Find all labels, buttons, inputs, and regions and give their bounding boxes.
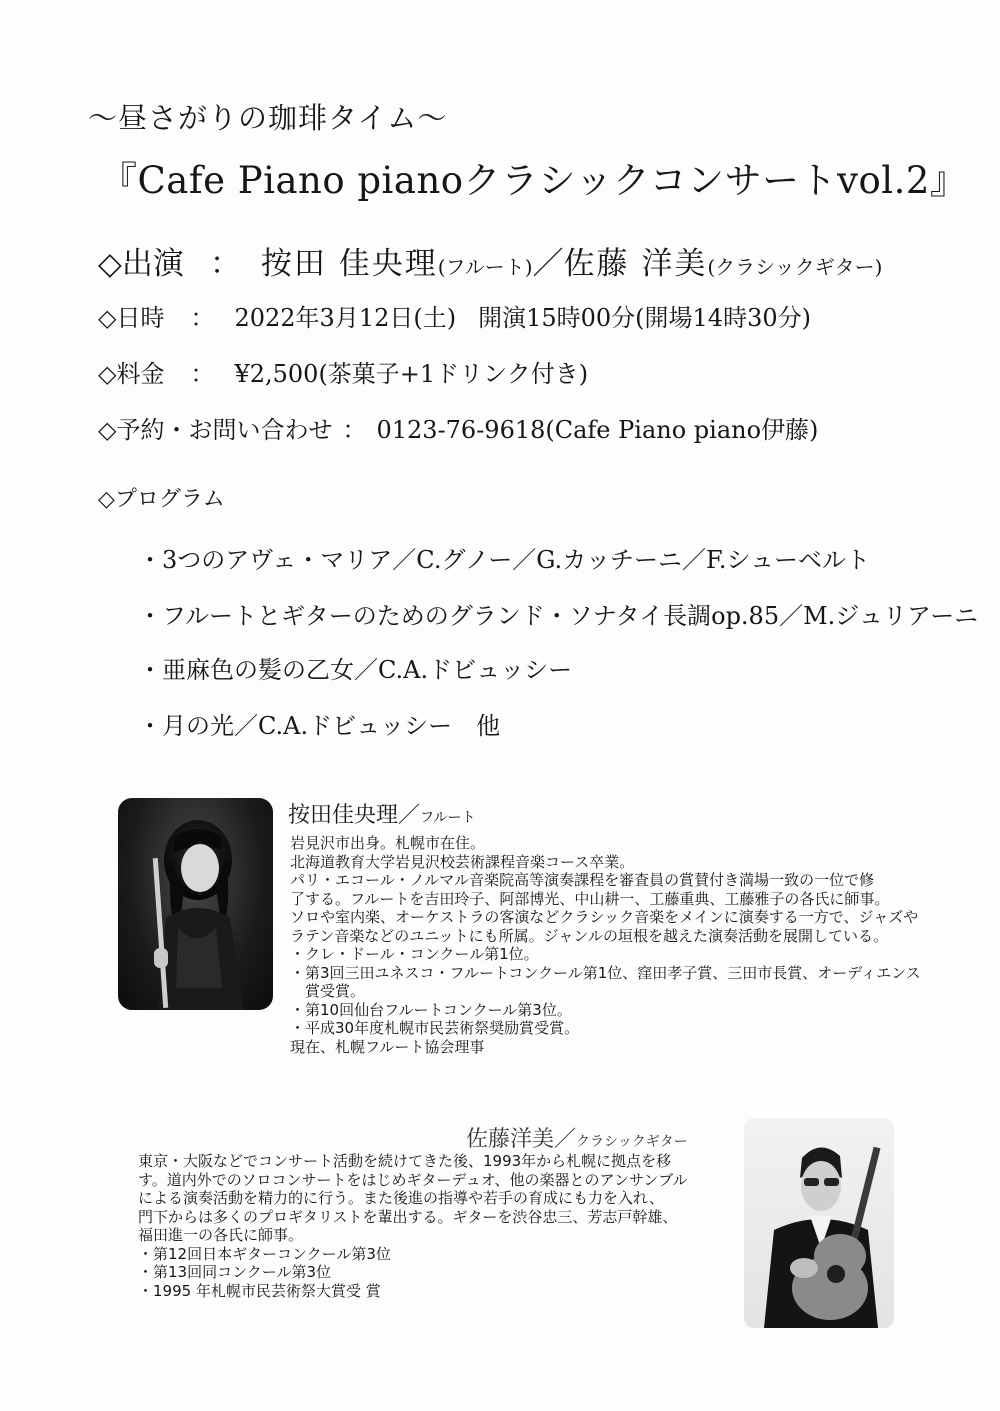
event-time: 開演15時00分(開場14時30分) <box>478 304 811 332</box>
price-colon: ： <box>190 360 215 388</box>
bio-line: ソロや室内楽、オーケストラの客演などクラシック音楽をメインに演奏する一方で、ジャズや <box>290 908 919 926</box>
program-heading: ◇プログラム <box>98 487 225 512</box>
performer-2-role: (クラシックギター) <box>707 255 883 279</box>
price-row <box>98 354 588 389</box>
guitarist-bio-sep: ／ <box>554 1127 577 1152</box>
guitarist-photo <box>744 1118 894 1328</box>
performers-label: ◇出演 <box>98 246 184 282</box>
bio-line: パリ・エコール・ノルマル音楽院高等演奏課程を審査員の賞賛付き満場一致の一位で修 <box>290 871 875 889</box>
guitarist-bio-name: 佐藤洋美 <box>466 1127 555 1152</box>
datetime-row <box>98 298 811 333</box>
bio-line: 了する。フルートを吉田玲子、阿部博光、中山耕一、工藤重典、工藤雅子の各氏に師事。 <box>290 889 890 908</box>
performers-colon: ： <box>209 246 241 282</box>
performer-2-name: 佐藤 洋美 <box>563 246 708 282</box>
bio-line: 北海道教育大学岩見沢校芸術課程音楽コース卒業。 <box>290 852 635 871</box>
bio-line: 東京・大阪などでコンサート活動を続けてきた後、1993年から札幌に拠点を移 <box>138 1152 672 1170</box>
bio-line: す。道内外でのソロコンサートをはじめギターデュオ、他の楽器とのアンサンブル <box>138 1170 688 1189</box>
program-item: ・亜麻色の髪の乙女／C.A.ドビュッシー <box>138 656 573 684</box>
flutist-bio-name: 按田佳央理 <box>288 803 399 828</box>
bio-line: ・第10回仙台フルートコンクール第3位。 <box>290 1000 572 1019</box>
bio-line: 福田進一の各氏に師事。 <box>138 1226 304 1244</box>
contact-row <box>98 410 818 445</box>
guitarist-bio-heading <box>466 1122 688 1153</box>
bio-line: ・第12回日本ギターコンクール第3位 <box>138 1244 391 1263</box>
flutist-bio-text <box>290 834 921 1056</box>
bio-line: ・平成30年度札幌市民芸術祭奨励賞受賞。 <box>290 1019 580 1037</box>
bio-line: ラテン音楽などのユニットにも所属。ジャンルの垣根を越えた演奏活動を展開している。 <box>290 926 888 945</box>
bio-line: ・第3回三田ユネスコ・フルートコンクール第1位、窪田孝子賞、三田市長賞、オーディエンス <box>290 963 921 982</box>
flutist-portrait-illustration <box>118 798 273 1010</box>
bio-line: 岩見沢市出身。札幌市在住。 <box>290 834 486 852</box>
program-item: ・3つのアヴェ・マリア／C.グノー／G.カッチーニ／F.シューベルト <box>138 546 871 574</box>
performer-1-role: (フルート) <box>437 255 533 279</box>
datetime-colon: ： <box>190 304 215 332</box>
price-value: ¥2,500(茶菓子+1ドリンク付き) <box>234 360 589 388</box>
program-item: ・月の光／C.A.ドビュッシー 他 <box>138 712 501 740</box>
datetime-label: ◇日時 <box>98 304 165 332</box>
flutist-bio-sep: ／ <box>398 803 421 828</box>
performers-separator: ／ <box>532 246 564 282</box>
performers-row <box>98 238 882 283</box>
guitarist-portrait-illustration <box>744 1118 894 1328</box>
event-subtitle: 〜昼さがりの珈琲タイム〜 <box>88 101 448 135</box>
flutist-bio-role: フルート <box>420 810 476 826</box>
bio-line: 門下からは多くのプロギタリストを輩出する。ギターを渋谷忠三、芳志戸幹雄、 <box>138 1207 678 1226</box>
bio-line: ・1995 年札幌市民芸術祭大賞受 賞 <box>138 1281 381 1300</box>
contact-colon: ： <box>342 416 367 444</box>
price-label: ◇料金 <box>98 360 165 388</box>
guitarist-bio-role: クラシックギター <box>576 1134 688 1150</box>
bio-line: による演奏活動を精力的に行う。また後進の指導や若手の育成にも力を入れ、 <box>138 1189 664 1207</box>
program-item: ・フルートとギターのためのグランド・ソナタイ長調op.85／M.ジュリアーニ <box>138 602 979 630</box>
performer-1-name: 按田 佳央理 <box>260 246 438 282</box>
contact-value: 0123-76-9618(Cafe Piano piano伊藤) <box>376 416 819 444</box>
flutist-photo <box>118 798 273 1010</box>
event-title: 『Cafe Piano pianoクラシックコンサートvol.2』 <box>100 159 968 202</box>
event-date: 2022年3月12日(土) <box>234 304 457 332</box>
bio-line: ・クレ・ドール・コンクール第1位。 <box>290 945 539 963</box>
bio-line: 賞受賞。 <box>290 982 366 1000</box>
contact-label: ◇予約・お問い合わせ <box>98 416 333 444</box>
bio-line: ・第13回同コンクール第3位 <box>138 1263 332 1281</box>
flutist-bio-heading <box>288 798 475 829</box>
guitarist-bio-text <box>138 1152 688 1300</box>
bio-line: 現在、札幌フルート協会理事 <box>290 1037 485 1056</box>
